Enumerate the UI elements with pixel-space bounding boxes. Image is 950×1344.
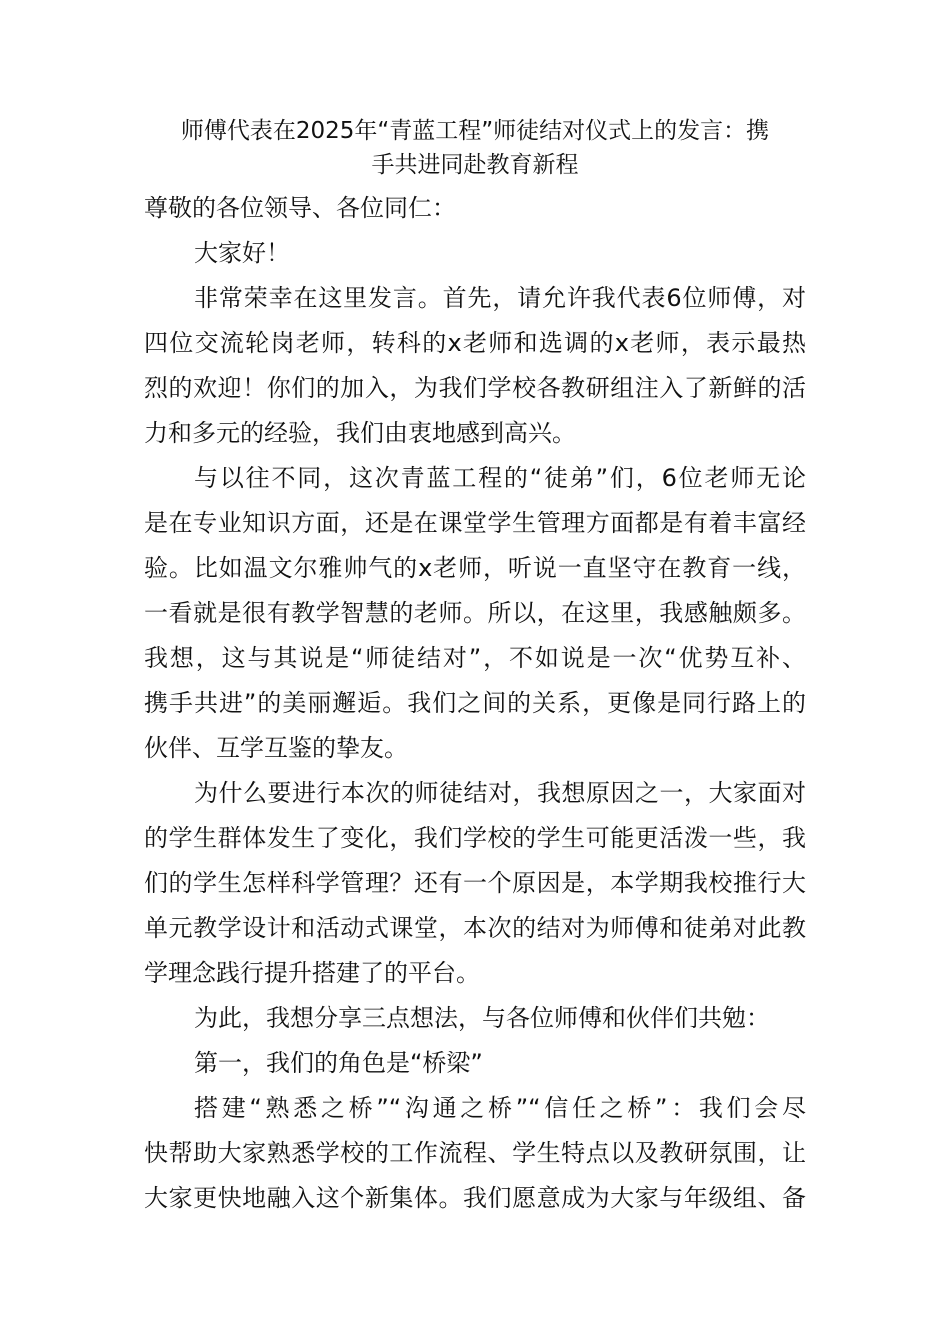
paragraph-line: 大家好！ xyxy=(194,239,290,267)
title-line: 师傅代表在2025年“青蓝工程”师徒结对仪式上的发言：携 xyxy=(180,118,770,144)
paragraph-line: 大家更快地融入这个新集体。我们愿意成为大家与年级组、备 xyxy=(144,1184,806,1212)
paragraph xyxy=(144,1041,806,1086)
paragraph xyxy=(144,276,806,456)
paragraph-line: 第一，我们的角色是“桥梁” xyxy=(194,1049,483,1077)
paragraph-line: 四位交流轮岗老师，转科的x老师和选调的x老师，表示最热 xyxy=(144,329,806,357)
paragraph-line: 一看就是很有教学智慧的老师。所以，在这里，我感触颇多。 xyxy=(144,599,806,627)
paragraph-line: 为此，我想分享三点想法，与各位师傅和伙伴们共勉： xyxy=(194,1004,770,1032)
paragraph-line: 是在专业知识方面，还是在课堂学生管理方面都是有着丰富经 xyxy=(144,509,806,537)
paragraph-line: 我想，这与其说是“师徒结对”，不如说是一次“优势互补、 xyxy=(144,644,806,672)
paragraph-line: 携手共进”的美丽邂逅。我们之间的关系，更像是同行路上的 xyxy=(144,689,806,717)
paragraph-line: 力和多元的经验，我们由衷地感到高兴。 xyxy=(144,419,576,447)
paragraph-line: 非常荣幸在这里发言。首先，请允许我代表6位师傅，对 xyxy=(194,284,806,312)
document-page xyxy=(144,114,806,1221)
paragraph-line: 烈的欢迎！你们的加入，为我们学校各教研组注入了新鲜的活 xyxy=(144,374,806,402)
paragraph-line: 搭建“熟悉之桥”“沟通之桥”“信任之桥”：我们会尽 xyxy=(194,1094,806,1122)
paragraph xyxy=(144,771,806,996)
paragraph xyxy=(144,456,806,771)
title-line: 手共进同赴教育新程 xyxy=(371,152,579,178)
document-title xyxy=(144,114,806,182)
paragraph-line: 为什么要进行本次的师徒结对，我想原因之一，大家面对 xyxy=(194,779,806,807)
document-body xyxy=(144,231,806,1221)
salutation: 尊敬的各位领导、各位同仁： xyxy=(144,194,456,222)
paragraph xyxy=(144,996,806,1041)
paragraph-line: 伙伴、互学互鉴的挚友。 xyxy=(144,734,408,762)
paragraph-line: 单元教学设计和活动式课堂，本次的结对为师傅和徒弟对此教 xyxy=(144,914,806,942)
paragraph-line: 学理念践行提升搭建了的平台。 xyxy=(144,959,480,987)
paragraph-line: 验。比如温文尔雅帅气的x老师，听说一直坚守在教育一线， xyxy=(144,554,806,582)
paragraph-line: 们的学生怎样科学管理？还有一个原因是，本学期我校推行大 xyxy=(144,869,806,897)
paragraph xyxy=(144,231,806,276)
paragraph-line: 的学生群体发生了变化，我们学校的学生可能更活泼一些，我 xyxy=(144,824,806,852)
paragraph xyxy=(144,1086,806,1221)
paragraph-line: 与以往不同，这次青蓝工程的“徒弟”们，6位老师无论 xyxy=(194,464,806,492)
paragraph-line: 快帮助大家熟悉学校的工作流程、学生特点以及教研氛围，让 xyxy=(144,1139,806,1167)
